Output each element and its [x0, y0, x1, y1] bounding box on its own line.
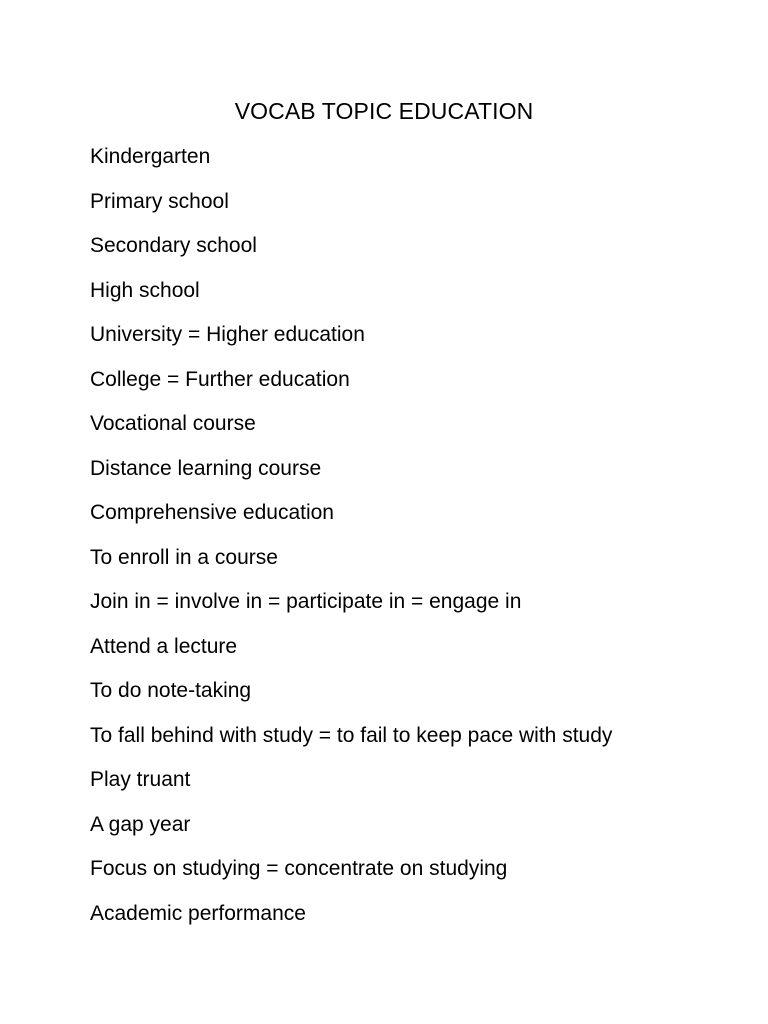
vocab-item-vocational-course: Vocational course: [90, 412, 256, 435]
vocab-item-distance-learning: Distance learning course: [90, 456, 322, 480]
vocab-item-university: University = Higher education: [90, 323, 365, 346]
vocab-item-gap-year: A gap year: [90, 812, 191, 836]
vocab-item-enroll-course: To enroll in a course: [90, 545, 278, 569]
vocab-item-primary-school: Primary school: [90, 189, 229, 213]
vocab-item-secondary-school: Secondary school: [90, 234, 257, 257]
vocab-item-kindergarten: Kindergarten: [90, 145, 211, 168]
vocab-item-comprehensive-education: Comprehensive education: [90, 501, 334, 524]
vocab-item-play-truant: Play truant: [90, 768, 191, 791]
vocab-list: [90, 142, 612, 943]
vocab-item-note-taking: To do note-taking: [90, 679, 252, 702]
vocab-item-academic-performance: Academic performance: [90, 901, 306, 925]
vocab-item-join-in: Join in = involve in = participate in = engage in: [90, 590, 522, 613]
vocab-item-attend-lecture: Attend a lecture: [90, 634, 238, 658]
vocab-item-high-school: High school: [90, 278, 200, 302]
vocab-item-focus-studying: Focus on studying = concentrate on studying: [90, 857, 508, 880]
vocab-item-college: College = Further education: [90, 367, 350, 391]
vocab-item-fall-behind: To fall behind with study = to fail to keep pace with study: [90, 723, 613, 747]
page-title: VOCAB TOPIC EDUCATION: [234, 98, 534, 124]
